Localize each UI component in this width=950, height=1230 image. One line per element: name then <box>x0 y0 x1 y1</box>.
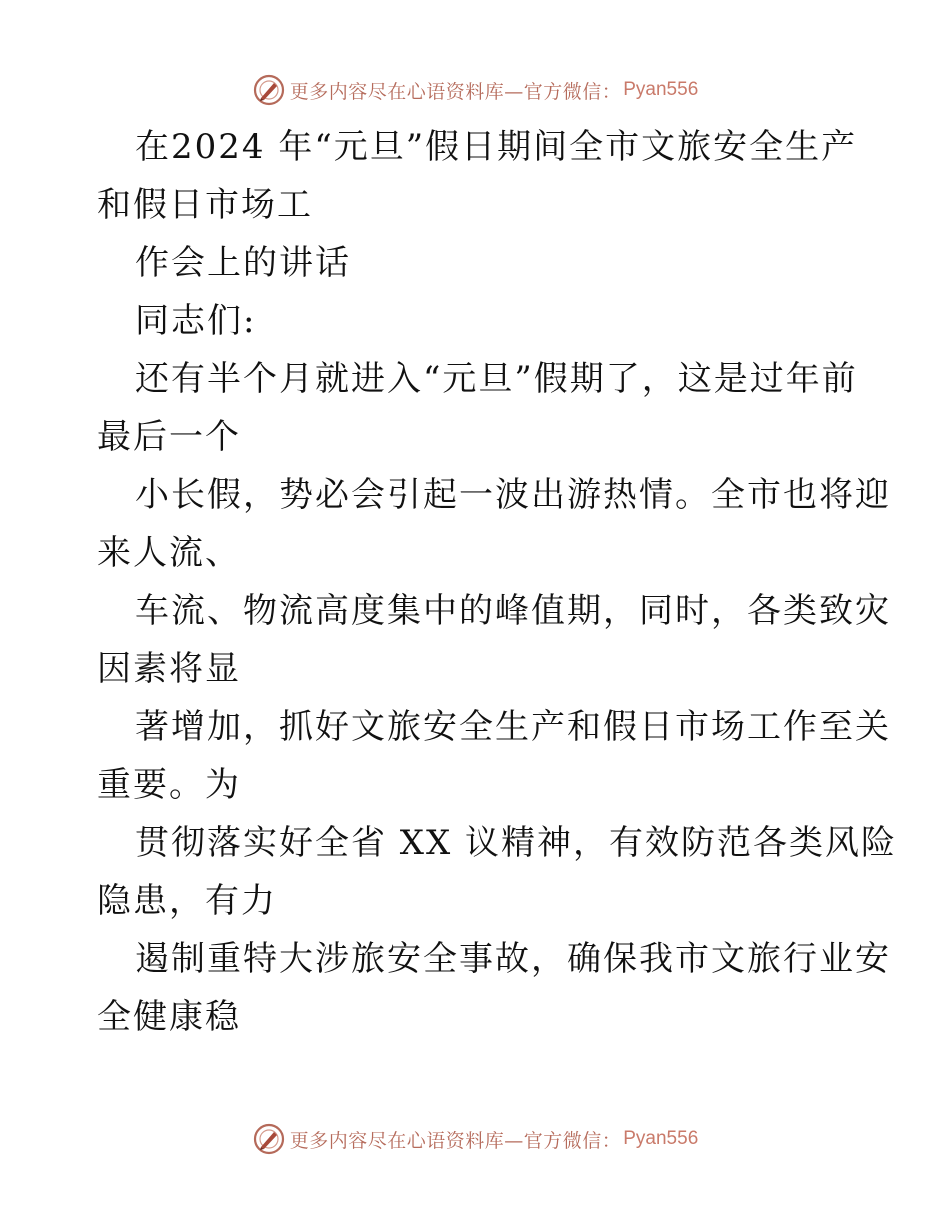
text-line: 遏制重特大涉旅安全事故，确保我市文旅行业安 <box>135 939 891 979</box>
watermark-wechat-id: Pyan556 <box>623 1128 699 1149</box>
watermark-wechat-id: Pyan556 <box>623 79 699 100</box>
text-line: 最后一个 <box>97 417 241 457</box>
watermark-footer <box>0 1121 950 1157</box>
text-line: 和假日市场工 <box>97 185 313 225</box>
text-line: 来人流、 <box>97 533 241 573</box>
text-line: 车流、物流高度集中的峰值期，同时，各类致灾 <box>135 591 891 631</box>
pen-logo-icon <box>252 1122 286 1156</box>
watermark-text: 更多内容尽在心语资料库—官方微信： <box>289 80 622 103</box>
text-line: 著增加，抓好文旅安全生产和假日市场工作至关 <box>135 707 891 747</box>
text-line: 重要。为 <box>97 765 241 805</box>
text-line: 隐患，有力 <box>97 881 277 921</box>
pen-logo-icon <box>252 73 286 107</box>
document-body <box>97 118 898 1046</box>
text-line: 贯彻落实好全省 XX 议精神，有效防范各类风险 <box>135 823 898 863</box>
text-line: 作会上的讲话 <box>135 243 351 283</box>
text-line: 同志们: <box>135 301 257 341</box>
text-line: 小长假，势必会引起一波出游热情。全市也将迎 <box>135 475 891 515</box>
text-line: 在2024 年“元旦”假日期间全市文旅安全生产 <box>135 127 858 167</box>
text-line: 还有半个月就进入“元旦”假期了，这是过年前 <box>135 359 858 399</box>
watermark-header <box>0 72 950 108</box>
text-line: 全健康稳 <box>97 997 241 1037</box>
watermark-text: 更多内容尽在心语资料库—官方微信： <box>289 1129 622 1152</box>
text-line: 因素将显 <box>97 649 241 689</box>
